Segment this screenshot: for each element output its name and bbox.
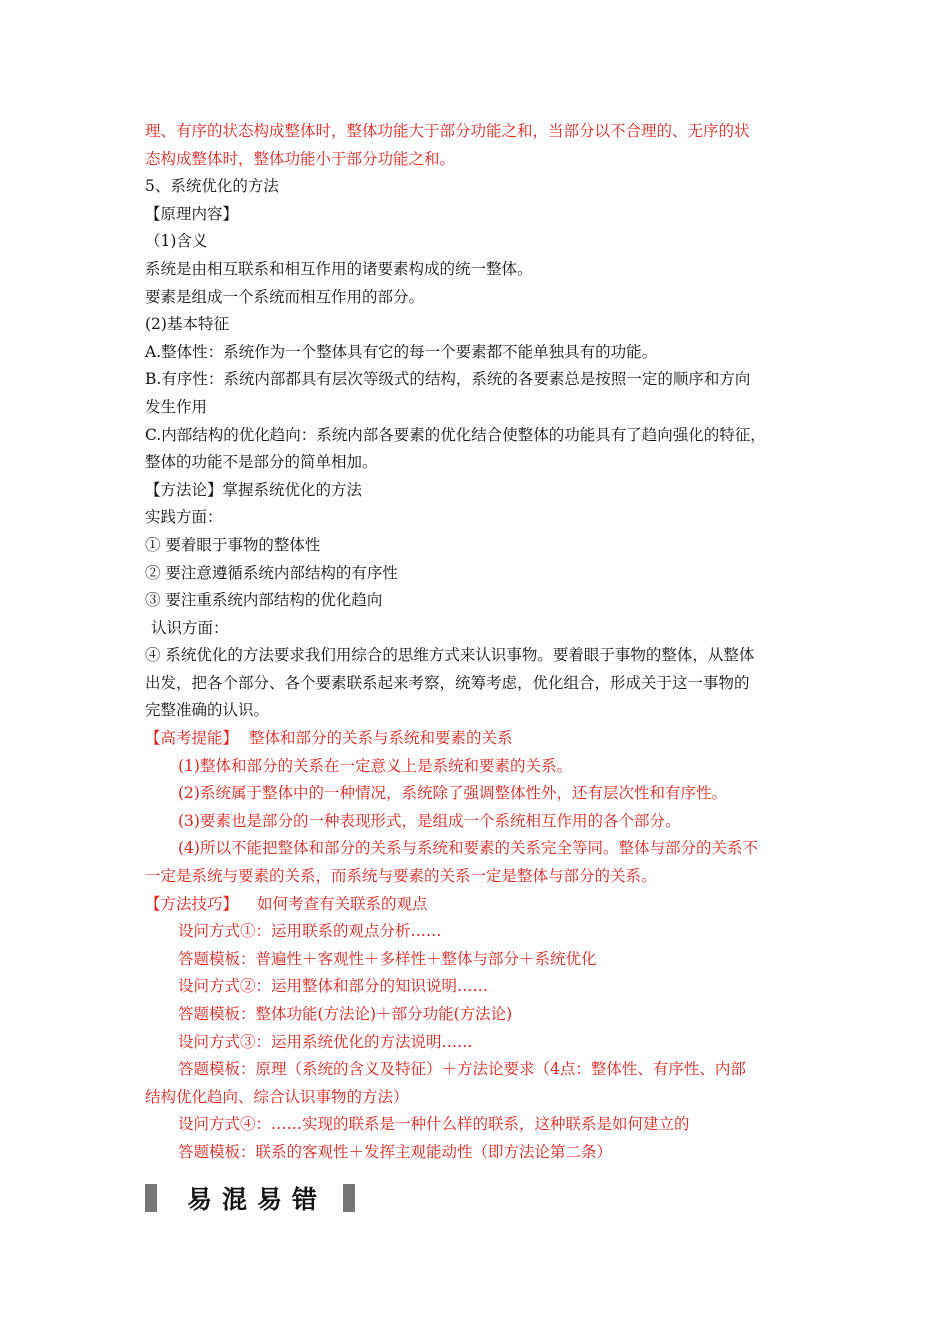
feature-a: A.整体性：系统作为一个整体具有它的每一个要素都不能单独具有的功能。: [145, 342, 658, 361]
feature-b-line-1: B.有序性：系统内部都具有层次等级式的结构，系统的各要素总是按照一定的顺序和方向: [145, 370, 751, 389]
exam-point-3: (3)要素也是部分的一种表现形式，是组成一个系统相互作用的各个部分。: [178, 811, 681, 830]
features-heading: (2)基本特征: [145, 315, 229, 334]
skills-tag: 【方法技巧】: [145, 894, 239, 913]
exam-point-4-line-2: 一定是系统与要素的关系，而系统与要素的关系一定是整体与部分的关系。: [145, 867, 657, 886]
answer-template-2: 答题模板：整体功能(方法论)＋部分功能(方法论): [178, 1005, 513, 1023]
method-heading: 【方法论】掌握系统优化的方法: [145, 480, 363, 499]
practice-item-2: ② 要注意遵循系统内部结构的有序性: [145, 563, 398, 582]
banner-right-bar: [343, 1184, 355, 1212]
exam-point-4-line-1: (4)所以不能把整体和部分的关系与系统和要素的关系完全等同。整体与部分的关系不: [178, 839, 758, 858]
question-style-1: 设问方式①：运用联系的观点分析……: [178, 922, 442, 941]
intro-line-1: 理、有序的状态构成整体时，整体功能大于部分功能之和，当部分以不合理的、无序的状: [145, 122, 750, 140]
answer-template-4: 答题模板：联系的客观性＋发挥主观能动性（即方法论第二条）: [178, 1142, 613, 1161]
feature-c-line-1: C.内部结构的优化趋向：系统内部各要素的优化结合使整体的功能具有了趋向强化的特征，: [145, 425, 766, 444]
exam-point-2: (2)系统属于整体中的一种情况，系统除了强调整体性外，还有层次性和有序性。: [178, 784, 727, 803]
skills-heading: [145, 891, 810, 919]
cognition-line-1: ④ 系统优化的方法要求我们用综合的思维方式来认识事物。要着眼于事物的整体，从整体: [145, 646, 755, 665]
cognition-line-2: 出发，把各个部分、各个要素联系起来考察，统筹考虑，优化组合，形成关于这一事物的: [145, 673, 750, 692]
section-title: 5、系统优化的方法: [145, 177, 279, 196]
banner-title: 易混易错: [187, 1185, 328, 1214]
practice-item-3: ③ 要注重系统内部结构的优化趋向: [145, 591, 383, 610]
meaning-line-2: 要素是组成一个系统而相互作用的部分。: [145, 287, 425, 306]
exam-point-1: (1)整体和部分的关系在一定意义上是系统和要素的关系。: [178, 756, 572, 775]
answer-template-1: 答题模板：普遍性＋客观性＋多样性＋整体与部分＋系统优化: [178, 949, 597, 968]
principle-heading: 【原理内容】: [145, 204, 239, 223]
question-style-3: 设问方式③：运用系统优化的方法说明……: [178, 1032, 473, 1051]
meaning-heading: （1)含义: [145, 232, 208, 251]
section-banner: [145, 1183, 385, 1213]
question-style-2: 设问方式②：运用整体和部分的知识说明……: [178, 977, 489, 996]
practice-heading: 实践方面：: [145, 508, 223, 527]
question-style-4: 设问方式④：……实现的联系是一种什么样的联系，这种联系是如何建立的: [178, 1115, 690, 1134]
feature-c-line-2: 整体的功能不是部分的简单相加。: [145, 453, 378, 472]
banner-left-bar: [145, 1184, 157, 1212]
cognition-heading: 认识方面：: [151, 618, 229, 637]
skills-title: 如何考查有关联系的观点: [256, 894, 428, 913]
answer-template-3-line-1: 答题模板：原理（系统的含义及特征）＋方法论要求（4点：整体性、有序性、内部: [178, 1060, 746, 1079]
exam-title: 整体和部分的关系与系统和要素的关系: [248, 729, 513, 748]
document-body: [145, 118, 810, 1167]
feature-b-line-2: 发生作用: [145, 397, 208, 416]
answer-template-3-line-2: 结构优化趋向、综合认识事物的方法）: [145, 1087, 409, 1106]
exam-tag: 【高考提能】: [145, 729, 239, 748]
intro-line-2: 态构成整体时，整体功能小于部分功能之和。: [145, 149, 456, 168]
practice-item-1: ① 要着眼于事物的整体性: [145, 535, 321, 554]
meaning-line-1: 系统是由相互联系和相互作用的诸要素构成的统一整体。: [145, 259, 533, 278]
cognition-line-3: 完整准确的认识。: [145, 701, 270, 720]
exam-heading: [145, 725, 810, 753]
